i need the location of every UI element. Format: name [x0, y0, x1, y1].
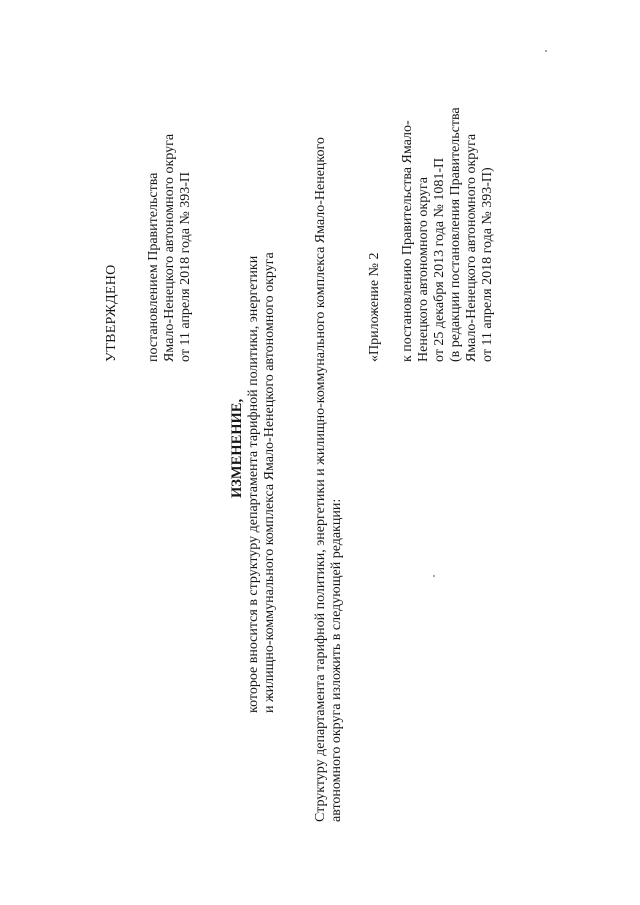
approval-line-3: от 11 апреля 2018 года № 393-П — [178, 171, 193, 362]
document-subtitle-line-1: которое вносится в структуру департамента тарифной политики, энергетики — [246, 255, 261, 713]
approval-label: УТВЕРЖДЕНО — [104, 264, 119, 362]
body-line-2: автономного округа изложить в следующей редакции: — [329, 498, 344, 822]
appendix-line-5: Ямало-Ненецкого автономного округа — [464, 133, 479, 362]
document-subtitle-line-2: и жилищно-коммунального комплекса Ямало-Ненецкого автономного округа — [262, 252, 277, 713]
scan-speck — [545, 50, 547, 52]
appendix-label: «Приложение № 2 — [367, 252, 382, 362]
appendix-line-1: к постановлению Правительства Ямало- — [400, 120, 415, 362]
appendix-line-4: (в редакции постановления Правительства — [448, 107, 463, 362]
appendix-line-3: от 25 декабря 2013 года № 1081-П — [432, 157, 447, 362]
appendix-line-6: от 11 апреля 2018 года № 393-П) — [480, 167, 495, 362]
body-line-1: Структуру департамента тарифной политики, энергетики и жилищно-коммунального комплекса Ямало-Ненецкого — [313, 137, 328, 822]
approval-line-2: Ямало-Ненецкого автономного округа — [162, 133, 177, 362]
document-title: ИЗМЕНЕНИЕ, — [229, 398, 245, 498]
appendix-line-2: Ненецкого автономного округа — [416, 177, 431, 362]
scan-speck — [433, 575, 435, 577]
approval-line-1: постановлением Правительства — [146, 172, 161, 362]
